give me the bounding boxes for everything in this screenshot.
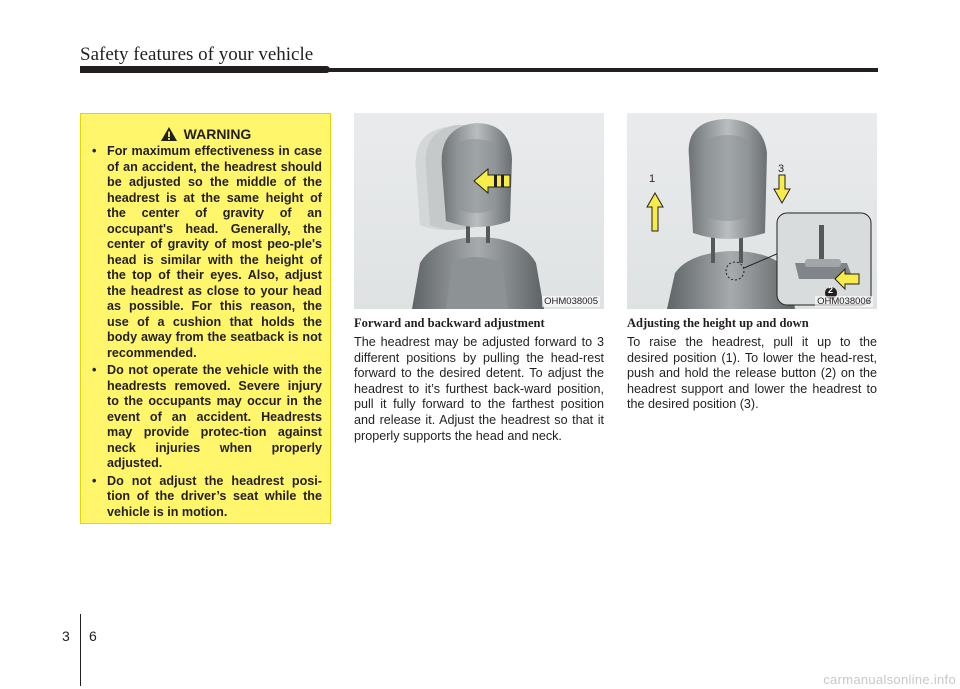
- figure-code: OHM038005: [544, 296, 598, 307]
- warning-box: [80, 113, 331, 524]
- section-heading: Forward and backward adjustment: [354, 316, 545, 330]
- chapter-number: 3: [62, 628, 70, 644]
- header-divider-accent: [80, 66, 330, 73]
- callout-2-label: 2: [828, 285, 834, 295]
- callout-1-label: 1: [649, 173, 656, 185]
- watermark: carmanualsonline.info: [823, 672, 956, 687]
- section-body: To raise the headrest, pull it up to the desired position (1). To lower the head-rest, push and hold the release button (2) on the headrest support and lower the headrest to the desired position (3).: [627, 335, 877, 412]
- warning-item: • Do not operate the vehicle with the headrests removed. Severe injury to the occupants may occur in the event of an accident. Headrests may provide protec-tion against neck injuries when properly adjusted.: [89, 363, 322, 472]
- headrest-height-illustration: [627, 113, 877, 309]
- warning-list: [89, 144, 322, 520]
- warning-item: • Do not adjust the headrest posi-tion of the driver’s seat while the vehicle is in motion.: [89, 474, 322, 521]
- warning-item: • For maximum effectiveness in case of an accident, the headrest should be adjusted so the middle of the headrest is at the same height of the center of gravity of an occupant's head. Generally, the center of gravity of most peo-ple's head is similar with the height of the top of their eyes. Also, adjust the headrest as close to your head as possible. For this reason, the use of a cushion that holds the body away from the seatback is not recommended.: [89, 144, 322, 361]
- forward-backward-section: [354, 316, 604, 444]
- warning-label: WARNING: [183, 126, 252, 142]
- section-heading: Adjusting the height up and down: [627, 316, 809, 330]
- callout-3-label: 3: [778, 163, 785, 175]
- headrest-height-drawing: [627, 113, 877, 309]
- warning-triangle-icon: [160, 126, 178, 142]
- page-number-divider: [80, 614, 81, 686]
- headrest-forward-drawing: [354, 113, 604, 309]
- page-header-title: Safety features of your vehicle: [80, 44, 314, 65]
- figure-code: OHM038006: [817, 296, 871, 307]
- section-body: The headrest may be adjusted forward to 3 different positions by pulling the head-rest forward to the desired detent. To adjust the headrest to it’s furthest back-ward position, pull it fully forward to the farthest position and release it. Adjust the headrest so that it properly supports the head and neck.: [354, 335, 604, 443]
- height-adjust-section: [627, 316, 877, 413]
- headrest-forward-illustration: [354, 113, 604, 309]
- page-number: 6: [89, 628, 97, 644]
- warning-heading: [89, 126, 322, 142]
